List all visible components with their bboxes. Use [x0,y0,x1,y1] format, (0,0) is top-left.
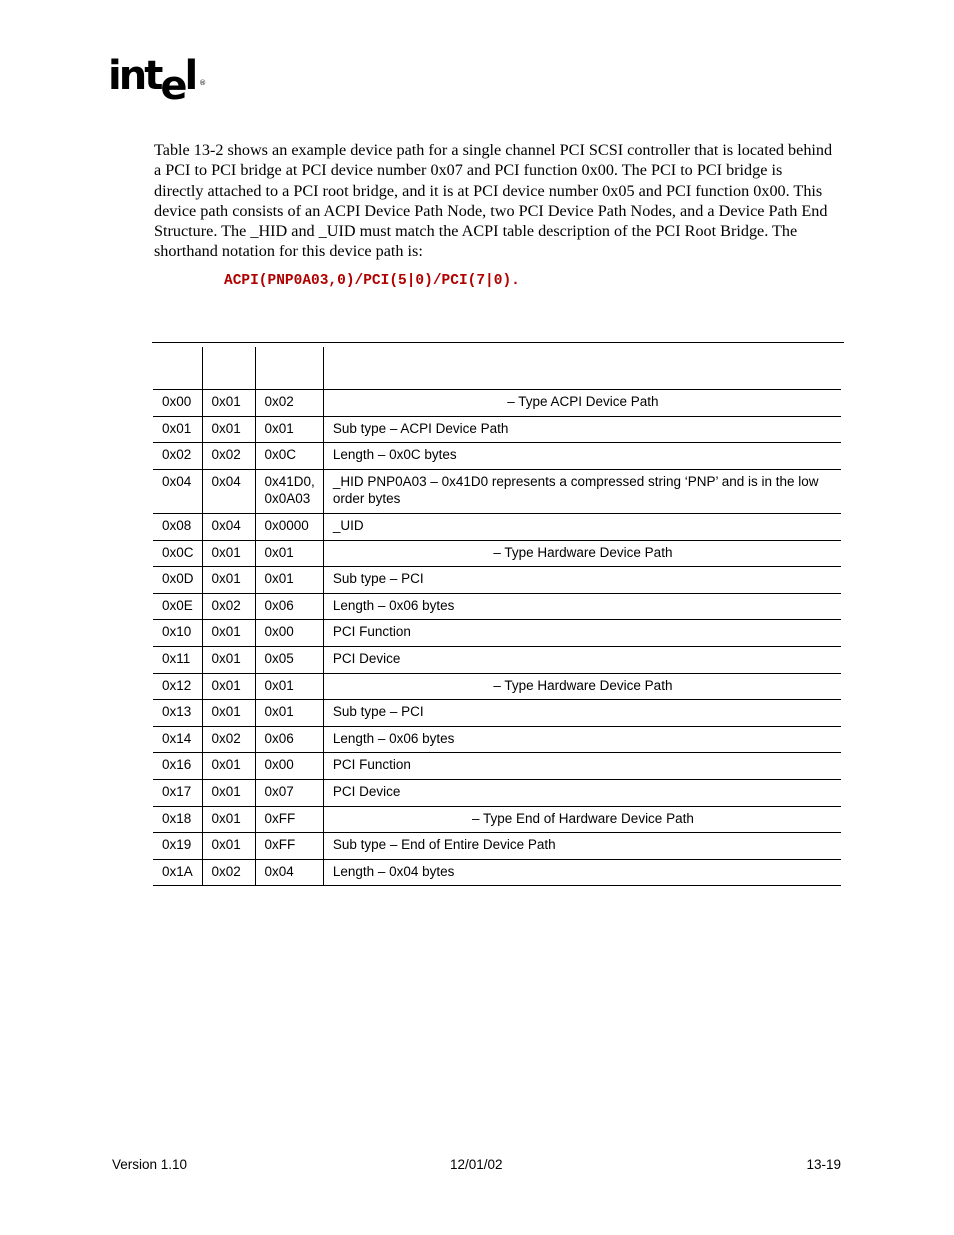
cell-description: – Type End of Hardware Device Path [323,806,841,833]
cell-offset: 0x0C [153,540,202,567]
cell-description: – Type Hardware Device Path [323,540,841,567]
registered-mark: ® [199,79,207,87]
cell-description: Sub type – PCI [323,567,841,594]
table-row [153,540,841,567]
cell-data: 0x01 [255,673,323,700]
cell-description: PCI Device [323,779,841,806]
cell-data: 0x01 [255,540,323,567]
table-row [153,513,841,540]
cell-description: Sub type – ACPI Device Path [323,416,841,443]
cell-length: 0x01 [202,833,255,860]
cell-offset: 0x01 [153,416,202,443]
device-path-table [153,347,841,886]
table-body [153,390,841,886]
cell-description: PCI Function [323,620,841,647]
cell-offset: 0x04 [153,469,202,513]
cell-offset: 0x02 [153,443,202,470]
cell-description: _HID PNP0A03 – 0x41D0 represents a compressed string ‘PNP’ and is in the low order bytes [323,469,841,513]
table-row [153,443,841,470]
cell-length: 0x01 [202,540,255,567]
cell-length: 0x01 [202,673,255,700]
cell-offset: 0x08 [153,513,202,540]
footer-page-number: 13-19 [806,1157,841,1172]
cell-description: Length – 0x04 bytes [323,859,841,886]
logo-text-e: e [160,63,185,109]
table-row [153,753,841,780]
cell-length: 0x04 [202,513,255,540]
cell-data: 0x06 [255,726,323,753]
cell-data: 0x00 [255,753,323,780]
cell-data: 0x00 [255,620,323,647]
footer-version: Version 1.10 [112,1157,188,1172]
table-row [153,469,841,513]
cell-description: PCI Function [323,753,841,780]
table-row [153,779,841,806]
table-row [153,620,841,647]
cell-length: 0x01 [202,390,255,417]
cell-data: 0xFF [255,806,323,833]
cell-offset: 0x00 [153,390,202,417]
cell-data: 0x04 [255,859,323,886]
header-cell-description [323,347,841,390]
logo-text-end: l [184,53,196,99]
cell-offset: 0x14 [153,726,202,753]
cell-data: 0x01 [255,416,323,443]
cell-data: 0x41D0, 0x0A03 [255,469,323,513]
table-row [153,646,841,673]
intro-paragraph: Table 13-2 shows an example device path for a single channel PCI SCSI controller that is located behind a PCI to PCI bridge at PCI device number 0x07 and PCI function 0x00. The PCI to PCI bridge is directly attached to a PCI root bridge, and it is at PCI device number 0x05 and PCI function 0x00. This device path consists of an ACPI Device Path Node, two PCI Device Path Nodes, and a Device Path End Structure. The _HID and _UID must match the ACPI table description of the PCI Root Bridge. The shorthand notation for this device path is: [154,141,833,261]
cell-description: Length – 0x06 bytes [323,593,841,620]
table-row [153,390,841,417]
cell-length: 0x01 [202,700,255,727]
shorthand-period: . [511,273,520,289]
cell-length: 0x01 [202,753,255,780]
cell-description: Length – 0x0C bytes [323,443,841,470]
table-top-rule [152,342,844,343]
cell-length: 0x01 [202,779,255,806]
cell-length: 0x01 [202,416,255,443]
cell-description: PCI Device [323,646,841,673]
cell-offset: 0x13 [153,700,202,727]
table-row [153,806,841,833]
cell-data: 0x0000 [255,513,323,540]
table-row [153,700,841,727]
table-row [153,416,841,443]
cell-length: 0x01 [202,806,255,833]
cell-offset: 0x12 [153,673,202,700]
cell-data: 0xFF [255,833,323,860]
logo-text-main: int [108,53,161,99]
footer-date: 12/01/02 [450,1157,503,1172]
cell-length: 0x01 [202,646,255,673]
table-row [153,833,841,860]
cell-data: 0x05 [255,646,323,673]
intel-logo [108,53,207,109]
cell-data: 0x01 [255,567,323,594]
cell-data: 0x07 [255,779,323,806]
cell-data: 0x06 [255,593,323,620]
header-cell-length [202,347,255,390]
cell-data: 0x02 [255,390,323,417]
cell-offset: 0x1A [153,859,202,886]
cell-offset: 0x19 [153,833,202,860]
cell-offset: 0x11 [153,646,202,673]
cell-offset: 0x0E [153,593,202,620]
cell-length: 0x02 [202,593,255,620]
shorthand-notation [224,273,520,289]
cell-length: 0x04 [202,469,255,513]
cell-description: _UID [323,513,841,540]
header-cell-offset [153,347,202,390]
cell-description: Sub type – End of Entire Device Path [323,833,841,860]
cell-description: Length – 0x06 bytes [323,726,841,753]
table-row [153,859,841,886]
cell-offset: 0x0D [153,567,202,594]
cell-data: 0x01 [255,700,323,727]
cell-data: 0x0C [255,443,323,470]
table-row [153,567,841,594]
header-cell-data [255,347,323,390]
cell-offset: 0x10 [153,620,202,647]
cell-length: 0x01 [202,620,255,647]
cell-description: – Type ACPI Device Path [323,390,841,417]
table-row [153,673,841,700]
cell-offset: 0x18 [153,806,202,833]
shorthand-code: ACPI(PNP0A03,0)/PCI(5|0)/PCI(7|0) [224,273,512,289]
table-row [153,726,841,753]
cell-offset: 0x16 [153,753,202,780]
cell-description: Sub type – PCI [323,700,841,727]
table-row [153,593,841,620]
cell-length: 0x02 [202,443,255,470]
cell-length: 0x02 [202,726,255,753]
cell-length: 0x02 [202,859,255,886]
cell-description: – Type Hardware Device Path [323,673,841,700]
cell-length: 0x01 [202,567,255,594]
table-header-row [153,347,841,390]
cell-offset: 0x17 [153,779,202,806]
